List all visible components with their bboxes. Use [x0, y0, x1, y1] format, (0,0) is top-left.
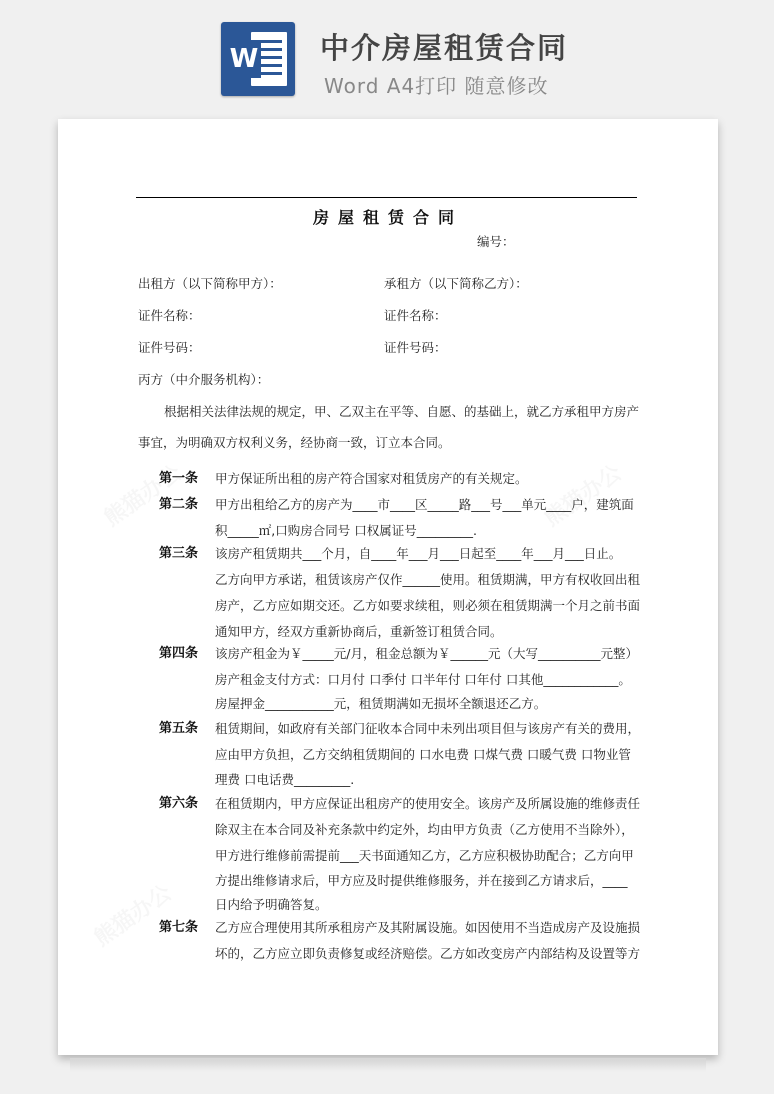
- app-subtitle: Word A4打印 随意修改: [324, 74, 549, 98]
- header: [0, 0, 774, 118]
- preamble-line: 根据相关法律法规的规定，甲、乙双主在平等、自愿、的基础上，就乙方承租甲方房产: [164, 404, 640, 419]
- lessee-id-number: 证件号码：: [384, 340, 447, 355]
- article-line: 房产租金支付方式：口月付 口季付 口半年付 口年付 口其他____________。: [215, 672, 631, 687]
- article-line: 通知甲方，经双方重新协商后，重新签订租赁合同。: [215, 624, 503, 639]
- article-line: 除双主在本合同及补充条款中约定外，均由甲方负责（乙方使用不当除外），: [215, 822, 634, 837]
- article-line: 房产，乙方应如期交还。乙方如要求续租，则必须在租赁期满一个月之前书面: [215, 598, 641, 613]
- article-line: 坏的，乙方应立即负责修复或经济赔偿。乙方如改变房产内部结构及设置等方: [215, 946, 641, 961]
- article-number: 第五条: [159, 721, 199, 736]
- lessee-label: 承租方（以下简称乙方）：: [384, 276, 528, 291]
- article-line: 甲方保证所出租的房产符合国家对租赁房产的有关规定。: [215, 471, 528, 486]
- article-line: 甲方进行维修前需提前___天书面通知乙方，乙方应积极协助配合；乙方向甲: [215, 848, 634, 863]
- article-line: 在租赁期内，甲方应保证出租房产的使用安全。该房产及所属设施的维修责任: [215, 796, 641, 811]
- lessor-id-name: 证件名称：: [138, 308, 201, 323]
- article-line: 乙方应合理使用其所承租房产及其附属设施。如因使用不当造成房产及设施损: [215, 920, 641, 935]
- article-number: 第一条: [159, 471, 199, 486]
- article-line: 乙方向甲方承诺，租赁该房产仅作______使用。租赁期满，甲方有权收回出租: [215, 572, 641, 587]
- article-line: 房屋押金___________元，租赁期满如无损坏全额退还乙方。: [215, 696, 547, 711]
- lessee-id-name: 证件名称：: [384, 308, 447, 323]
- watermark: [537, 457, 627, 533]
- top-rule: [136, 197, 637, 198]
- lessor-label: 出租方（以下简称甲方）：: [138, 276, 282, 291]
- document-title: 房屋租赁合同: [312, 208, 463, 227]
- article-line: 方提出维修请求后，甲方应及时提供维修服务，并在接到乙方请求后，____: [215, 873, 628, 888]
- article-number: 第二条: [159, 497, 199, 512]
- article-line: 甲方出租给乙方的房产为____市____区_____路___号___单元____户，建筑面: [215, 497, 634, 512]
- page-shadow: [70, 1058, 706, 1072]
- word-document-icon: [221, 22, 295, 96]
- article-line: 该房产租赁期共___个月，自____年___月___日起至____年___月___日止。: [215, 546, 622, 561]
- preamble-line: 事宜，为明确双方权利义务，经协商一致，订立本合同。: [138, 435, 451, 450]
- article-number: 第四条: [159, 646, 199, 661]
- article-line: 积_____㎡,口购房合同号 口权属证号_________.: [215, 523, 477, 538]
- article-number: 第六条: [159, 796, 199, 811]
- article-line: 租赁期间，如政府有关部门征收本合同中未列出项目但与该房产有关的费用，: [215, 721, 641, 736]
- lessor-id-number: 证件号码：: [138, 340, 201, 355]
- agency-label: 丙方（中介服务机构）：: [138, 372, 270, 387]
- app-title: 中介房屋租赁合同: [320, 31, 569, 65]
- watermark: [87, 877, 177, 953]
- article-number: 第三条: [159, 546, 199, 561]
- article-line: 应由甲方负担，乙方交纳租赁期间的 口水电费 口煤气费 口暖气费 口物业管: [215, 747, 631, 762]
- article-number: 第七条: [159, 920, 199, 935]
- icon-letter: W: [227, 40, 261, 78]
- article-line: 日内给予明确答复。: [215, 897, 328, 912]
- article-line: 理费 口电话费_________.: [215, 772, 355, 787]
- document-page: [58, 119, 718, 1055]
- watermark: [97, 457, 187, 533]
- contract-number-label: 编号：: [477, 234, 515, 249]
- article-line: 该房产租金为￥_____元/月，租金总额为￥______元（大写__________元整）: [215, 646, 638, 661]
